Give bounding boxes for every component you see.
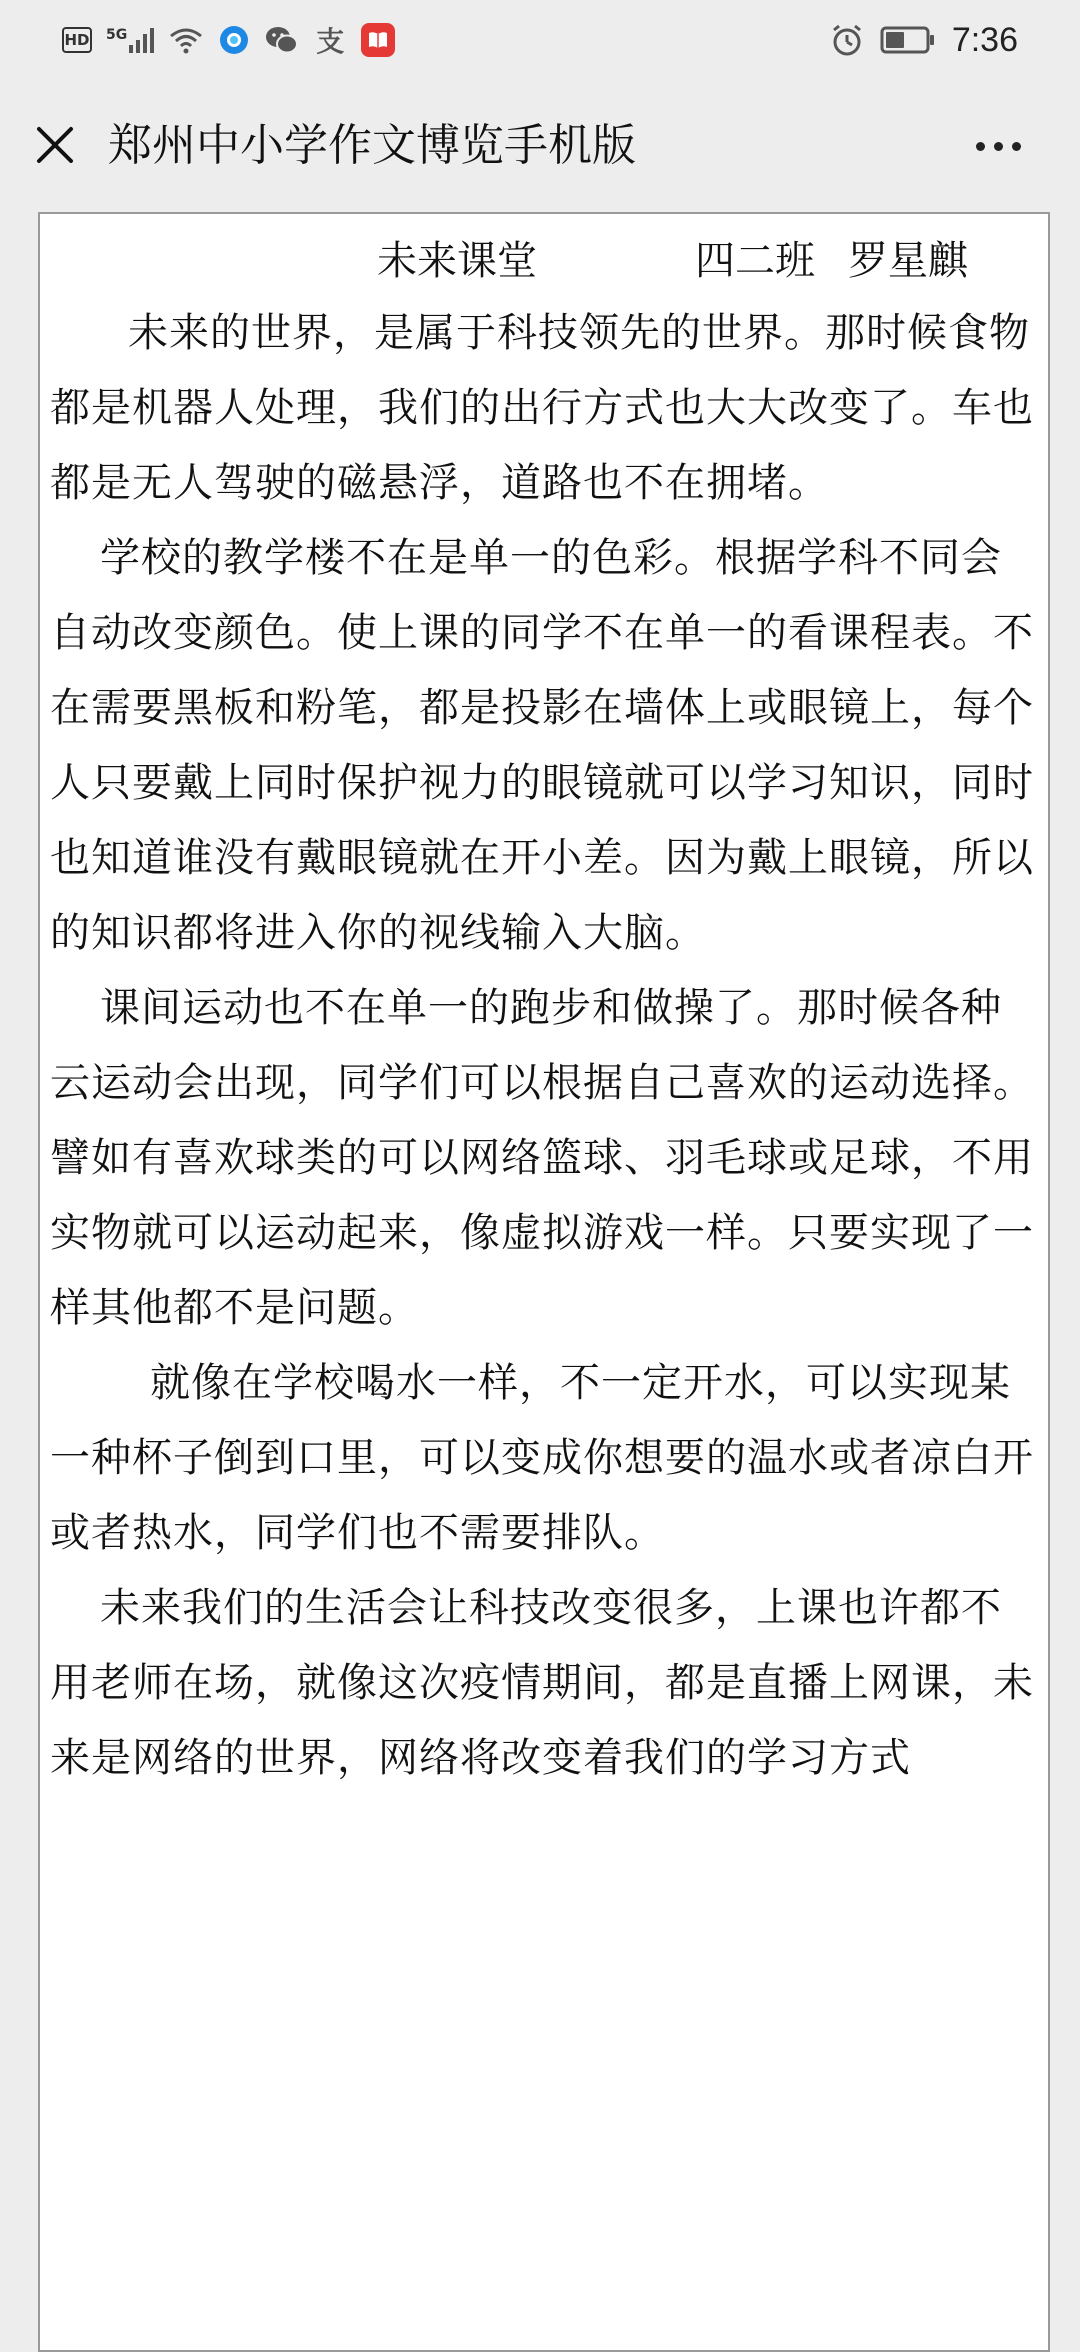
alarm-icon bbox=[830, 23, 864, 57]
article-paragraph: 课间运动也不在单一的跑步和做操了。那时候各种云运动会出现，同学们可以根据自己喜欢的运动选择。譬如有喜欢球类的可以网络篮球、羽毛球或足球，不用实物就可以运动起来，像虚拟游戏一样。只要实现了一样其他都不是问题。 bbox=[50, 985, 1034, 1331]
alipay-glyph: 支 bbox=[316, 25, 345, 58]
status-left bbox=[62, 20, 395, 60]
hd-icon: HD bbox=[62, 27, 92, 53]
reader-icon bbox=[361, 23, 395, 57]
status-right bbox=[830, 20, 1018, 60]
alipay-icon bbox=[313, 23, 347, 57]
signal-icon bbox=[129, 27, 155, 53]
page-title: 郑州中小学作文博览手机版 bbox=[108, 120, 636, 171]
article-paragraph: 未来我们的生活会让科技改变很多，上课也许都不用老师在场，就像这次疫情期间，都是直播上网课，未来是网络的世界，网络将改变着我们的学习方式 bbox=[50, 1585, 1034, 1781]
wifi-icon bbox=[169, 26, 203, 54]
title-bar bbox=[0, 80, 1080, 212]
article-header bbox=[40, 226, 1048, 296]
status-time: 7:36 bbox=[951, 20, 1018, 59]
article-paragraph: 未来的世界，是属于科技领先的世界。那时候食物都是机器人处理，我们的出行方式也大大改变了。车也都是无人驾驶的磁悬浮，道路也不在拥堵。 bbox=[50, 310, 1034, 506]
article-paragraph: 就像在学校喝水一样，不一定开水，可以实现某一种杯子倒到口里，可以变成你想要的温水或者凉白开或者热水，同学们也不需要排队。 bbox=[50, 1360, 1034, 1556]
browser-icon bbox=[217, 23, 251, 57]
wechat-icon bbox=[265, 23, 299, 57]
more-icon-dot bbox=[1012, 142, 1021, 151]
network-type-label: 5G bbox=[106, 27, 128, 43]
more-icon-dot bbox=[976, 142, 985, 151]
article-body bbox=[50, 296, 1040, 1796]
more-button[interactable] bbox=[968, 124, 1028, 168]
close-button[interactable] bbox=[30, 120, 80, 170]
article-title: 未来课堂 bbox=[377, 238, 537, 284]
signal-group bbox=[106, 27, 155, 53]
article-author: 罗星麒 bbox=[848, 238, 968, 284]
article-frame[interactable] bbox=[38, 212, 1050, 2352]
status-bar bbox=[0, 0, 1080, 80]
close-icon bbox=[35, 125, 75, 165]
battery-icon bbox=[880, 25, 936, 55]
article-paragraph: 学校的教学楼不在是单一的色彩。根据学科不同会自动改变颜色。使上课的同学不在单一的看课程表。不在需要黑板和粉笔，都是投影在墙体上或眼镜上，每个人只要戴上同时保护视力的眼镜就可以学习知识，同时也知道谁没有戴眼镜就在开小差。因为戴上眼镜，所以的知识都将进入你的视线输入大脑。 bbox=[50, 535, 1034, 956]
more-icon-dot bbox=[994, 142, 1003, 151]
article-class: 四二班 bbox=[695, 238, 815, 284]
